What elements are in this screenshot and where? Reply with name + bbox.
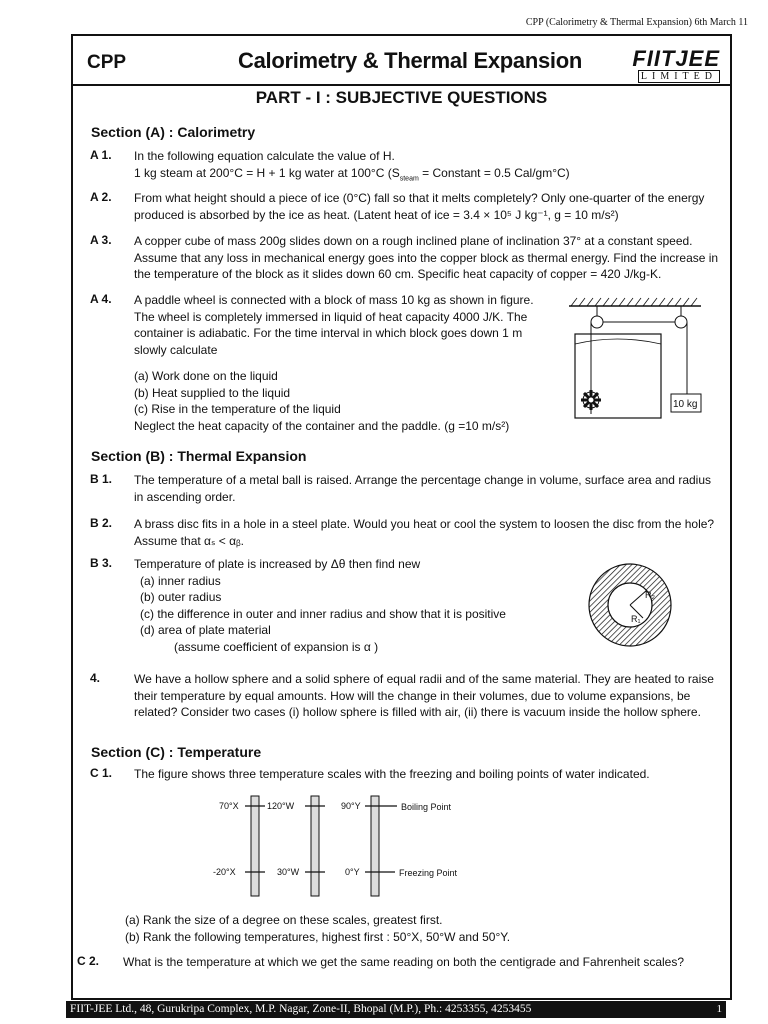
a1-subscript: steam xyxy=(399,174,419,182)
cpp-label: CPP xyxy=(87,52,127,73)
a4-part-a: (a) Work done on the liquid xyxy=(134,369,278,383)
question-a3: A copper cube of mass 200g slides down on a rough inclined plane of inclination 37° at a constant speed. Assume that any loss in mechanical energy goes into the copper block as thermal energy. Find the increase in the temperature of the block as it slides down 60 cm. Specific heat capacity of copper = 420 J/kg-K. xyxy=(134,234,719,281)
question-b4: We have a hollow sphere and a solid sphere of equal radii and of the same material. They are heated to raise their temperature by equal amounts. How will the change in their volumes, due to volume expansions, be related? Consider two cases (i) hollow sphere is filled with air, (ii) there is vacuum inside the hollow sphere. xyxy=(134,672,714,719)
b3-part-d: (d) area of plate material xyxy=(140,623,271,637)
title-bar xyxy=(73,44,730,86)
footer-bar xyxy=(66,1001,726,1018)
b3-part-a: (a) inner radius xyxy=(140,573,221,588)
freezing-point-label: Freezing Point xyxy=(399,868,458,878)
boiling-point-label: Boiling Point xyxy=(401,802,452,812)
b3-note: (assume coefficient of expansion is α ) xyxy=(174,639,379,654)
page-number: 1 xyxy=(716,1003,722,1015)
c1-part-b: (b) Rank the following temperatures, highest first : 50°X, 50°W and 50°Y. xyxy=(125,929,511,944)
a1-line1: In the following equation calculate the value of H. xyxy=(134,149,395,163)
a4-part-b: (b) Heat supplied to the liquid xyxy=(134,385,291,400)
b3-part-c: (c) the difference in outer and inner radius and show that it is positive xyxy=(140,606,506,621)
question-a4: A paddle wheel is connected with a block of mass 10 kg as shown in figure. The wheel is completely immersed in liquid of heat capacity 4000 J/K. The container is adiabatic. For the time interval in which block goes down 1 m slowly calculate xyxy=(134,293,534,357)
question-a2: From what height should a piece of ice (0°C) fall so that it melts completely? Only one-quarter of the energy produced is absorbed by the ice as heat. (Latent heat of ice = 3.4 × 10⁵ J kg⁻¹, g = 10 m/s²) xyxy=(134,191,705,222)
outer-radius-label: R₂ xyxy=(645,590,655,600)
section-a-heading: Section (A) : Calorimetry xyxy=(91,124,256,140)
logo-sub: LIMITED xyxy=(638,70,720,83)
a4-parts xyxy=(134,368,554,434)
inner-radius-label: R₁ xyxy=(631,614,641,624)
question-number: B 1. xyxy=(90,472,113,486)
x-boiling-label: 70°X xyxy=(219,801,239,811)
w-boiling-label: 120°W xyxy=(267,801,295,811)
x-freezing-label: -20°X xyxy=(213,867,236,877)
fiitjee-logo xyxy=(628,46,724,82)
question-number: C 1. xyxy=(90,766,113,780)
logo-name: FIITJEE xyxy=(632,46,720,71)
question-number: A 1. xyxy=(90,148,112,162)
a1-line2: 1 kg steam at 200°C = H + 1 kg water at 100°C (S xyxy=(134,165,400,180)
question-number: A 3. xyxy=(90,233,112,247)
header-tag: CPP (Calorimetry & Thermal Expansion) 6th March 11 xyxy=(525,17,748,28)
part-heading: PART - I : SUBJECTIVE QUESTIONS xyxy=(255,88,548,107)
question-c2: What is the temperature at which we get the same reading on both the centigrade and Fahrenheit scales? xyxy=(123,955,684,969)
a4-note: Neglect the heat capacity of the container and the paddle. (g =10 m/s²) xyxy=(134,418,510,433)
a4-part-c: (c) Rise in the temperature of the liquid xyxy=(134,402,341,416)
question-number: C 2. xyxy=(77,954,100,968)
block-label: 10 kg xyxy=(673,399,698,410)
temperature-scales-figure xyxy=(213,792,493,900)
y-freezing-label: 0°Y xyxy=(345,867,360,877)
c1-part-a: (a) Rank the size of a degree on these scales, greatest first. xyxy=(125,913,443,927)
footer-text: FIIT-JEE Ltd., 48, Gurukripa Complex, M.P. Nagar, Zone-II, Bhopal (M.P.), Ph.: 4253355, 4253455 xyxy=(70,1003,532,1015)
document-title: Calorimetry & Thermal Expansion xyxy=(238,48,583,73)
paddle-wheel-figure xyxy=(567,294,707,424)
page-frame xyxy=(71,34,732,1000)
section-c-heading: Section (C) : Temperature xyxy=(91,744,262,760)
question-number: A 2. xyxy=(90,190,112,204)
b3-text: Temperature of plate is increased by Δθ then find new xyxy=(134,557,421,571)
question-c1: The figure shows three temperature scales with the freezing and boiling points of water indicated. xyxy=(134,767,650,781)
question-a1 xyxy=(134,148,719,187)
question-number: A 4. xyxy=(90,292,112,306)
question-b2: A brass disc fits in a hole in a steel plate. Would you heat or cool the system to loosen the disc from the hole? Assume that αₛ < αᵦ. xyxy=(134,517,715,548)
question-number: B 2. xyxy=(90,516,113,530)
question-b1: The temperature of a metal ball is raised. Arrange the percentage change in volume, surface area and radius in ascending order. xyxy=(134,473,712,504)
section-b-heading: Section (B) : Thermal Expansion xyxy=(91,448,307,464)
y-boiling-label: 90°Y xyxy=(341,801,361,811)
question-number: B 3. xyxy=(90,556,113,570)
question-number: 4. xyxy=(90,671,101,685)
w-freezing-label: 30°W xyxy=(277,867,300,877)
question-b3 xyxy=(134,556,574,655)
b3-part-b: (b) outer radius xyxy=(140,590,222,604)
a1-line2b: = Constant = 0.5 Cal/gm°C) xyxy=(418,165,570,180)
annular-plate-figure xyxy=(585,560,675,650)
c1-parts xyxy=(125,912,710,945)
